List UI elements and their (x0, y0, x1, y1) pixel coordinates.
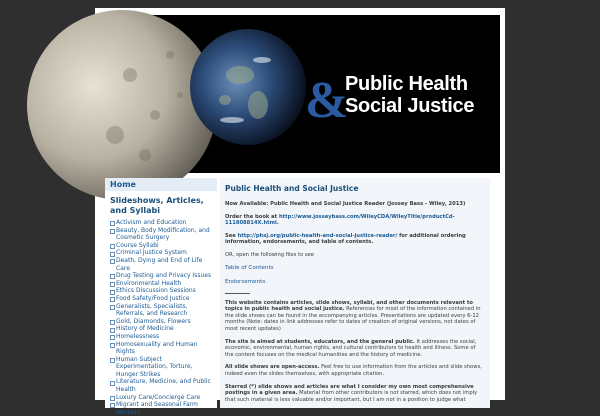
site-title (345, 73, 474, 117)
intro-bold: This website contains articles, slide shows, syllabi, and other documents relevant to topics in public health and social justice. (225, 299, 473, 313)
sidebar-item[interactable]: Environmental Health (110, 280, 214, 288)
ampersand-logo: & (305, 72, 349, 129)
sidebar (105, 178, 217, 416)
sidebar-item[interactable]: Ethics Discussion Sessions (110, 287, 214, 295)
main-content (220, 178, 490, 408)
sidebar-item[interactable]: Migrant and Seasonal Farm Workers (110, 401, 214, 416)
intro-rest: References for most of the information contained in the slide shows can be found in the accompanying articles. Presentations are updated every 6-12 months (Note: dates in link addresses refer to dates of creation of original versions, not dates of most recent updates) (225, 306, 481, 332)
intro-paragraph (225, 300, 485, 333)
sidebar-item[interactable]: Luxury Care/Concierge Care (110, 394, 214, 402)
sidebar-item[interactable]: Homelessness (110, 333, 214, 341)
order-prefix: Order the book at (225, 213, 279, 220)
sidebar-item[interactable]: Beauty, Body Modification, and Cosmetic Surgery (110, 227, 214, 242)
sidebar-item[interactable]: Generalists, Specialists, Referrals, and Research (110, 303, 214, 318)
open-access-bold: All slide shows are open-access. (225, 364, 320, 371)
page-container (95, 8, 505, 416)
order-link[interactable]: http://www.josseybass.com/WileyCDA/WileyTitle/productCd-111808814X.html (225, 213, 455, 227)
site-title-line2: Social Justice (345, 95, 475, 117)
sidebar-item[interactable]: Drug Testing and Privacy Issues (110, 272, 214, 280)
content-title: Public Health and Social Justice (225, 184, 359, 193)
order-suffix: . (276, 220, 279, 227)
table-of-contents-link[interactable]: Table of Contents (225, 264, 274, 271)
open-files-text: OR, open the following files to see (225, 251, 314, 258)
now-available-text (225, 201, 485, 208)
now-available-bold: Now Available: Public Health and Social Justice Reader (Jossey Bass - Wiley, 2013) (225, 201, 466, 207)
see-link[interactable]: http://phsj.org/public-health-and-social-justice-reader/ (237, 232, 398, 239)
see-suffix: for additional ordering information, endorsements, and table of contents. (225, 232, 466, 246)
sidebar-item[interactable]: Human Subject Experimentation, Torture, Hunger Strikes (110, 356, 214, 379)
sidebar-item[interactable]: Literature, Medicine, and Public Health (110, 378, 214, 393)
audience-bold: The site is aimed at students, educators, and the general public. (225, 338, 415, 345)
starred-rest: Material from other contributors is not starred, which does not imply that such material is less valuable and/or important, but I am not in a position to judge what (225, 390, 478, 403)
sidebar-list (105, 219, 217, 416)
starred-bold: Starred (*) slide shows and articles are what I consider my own most comprehensive postings in a given area. (225, 383, 474, 397)
audience-paragraph (225, 339, 485, 359)
sidebar-item[interactable]: Homosexuality and Human Rights (110, 341, 214, 356)
divider (225, 293, 250, 294)
endorsements-link[interactable]: Endorsements (225, 278, 266, 285)
audience-rest: It addresses the social, economic, environmental, human rights, and cultural contributors to health and illness. Some of the content focuses on the medical humanities and the history of medicine. (225, 338, 477, 358)
moon-shape (27, 10, 217, 200)
sidebar-item[interactable]: Activism and Education (110, 219, 214, 227)
site-title-line1: Public Health (345, 73, 468, 95)
sidebar-item[interactable]: Food Safety/Food Justice (110, 295, 214, 303)
sidebar-item[interactable]: Criminal Justice System (110, 249, 214, 257)
header-banner[interactable] (100, 15, 500, 173)
sidebar-item[interactable]: Gold, Diamonds, Flowers (110, 318, 214, 326)
order-text (225, 214, 485, 227)
see-text (225, 233, 485, 246)
starred-paragraph (225, 384, 485, 404)
see-prefix: See (225, 232, 238, 239)
sidebar-heading: Slideshows, Articles, and Syllabi (110, 196, 204, 215)
sidebar-item[interactable]: History of Medicine (110, 325, 214, 333)
home-link[interactable]: Home (105, 178, 217, 191)
earth-shape (190, 29, 306, 145)
sidebar-item[interactable]: Death, Dying and End of Life Care (110, 257, 214, 272)
sidebar-item[interactable]: Course Syllabi (110, 242, 214, 250)
open-access-paragraph (225, 364, 485, 377)
open-access-rest: Feel free to use information from the articles and slide shows, indeed even the slides themselves, with appropriate citation. (225, 364, 482, 377)
